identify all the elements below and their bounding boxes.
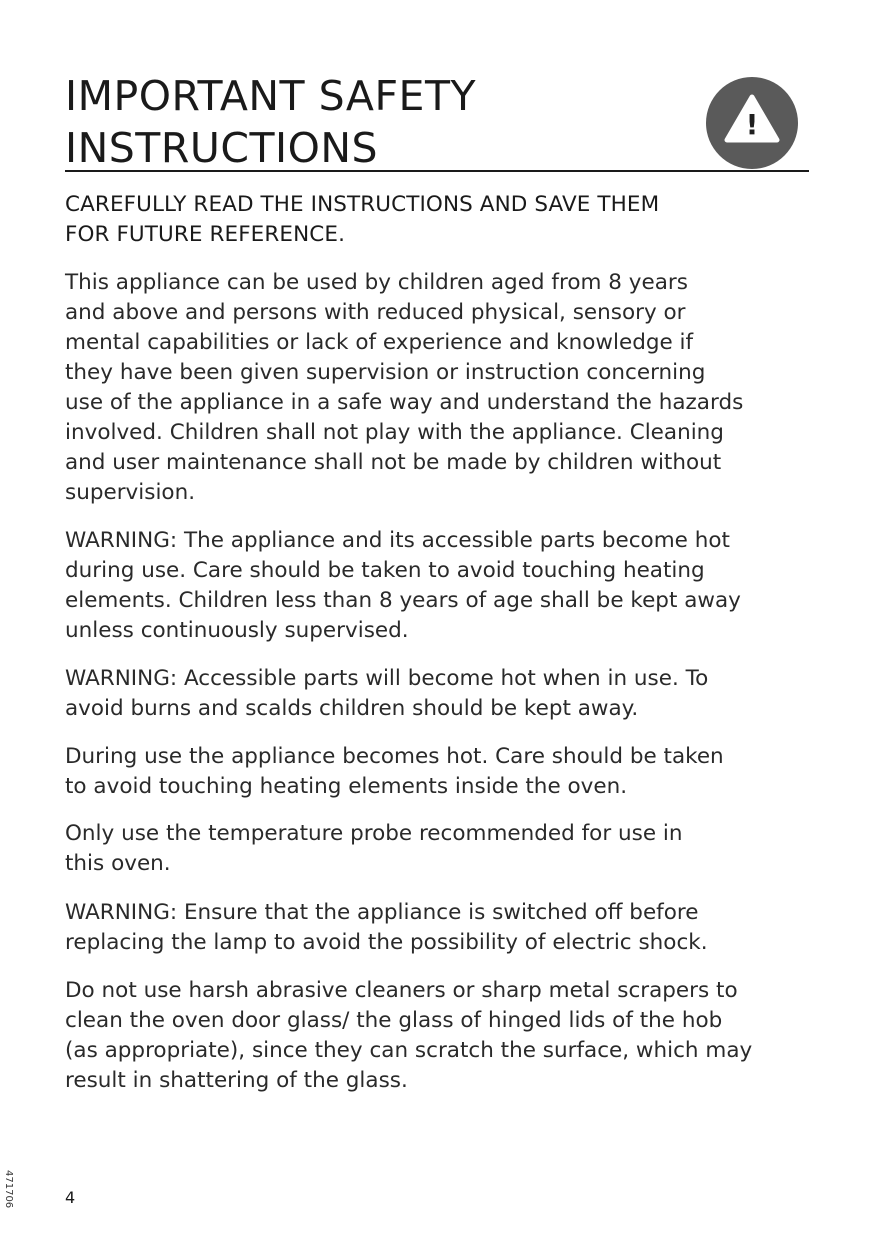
paragraph-cleaning-glass [65,976,825,1096]
text-line: Only use the temperature probe recommended for use in [65,821,683,846]
text-line: to avoid touching heating elements inside the oven. [65,774,628,799]
paragraph-children-usage [65,268,825,508]
text-line: this oven. [65,851,171,876]
warning-badge-graphic [705,76,799,170]
page-title [65,70,705,174]
page-number: 4 [65,1188,76,1207]
text-line: during use. Care should be taken to avoid touching heating [65,558,705,583]
text-line: and above and persons with reduced physical, sensory or [65,300,686,325]
heading-line-1: CAREFULLY READ THE INSTRUCTIONS AND SAVE THEM [65,192,660,217]
text-line: supervision. [65,480,196,505]
text-line: replacing the lamp to avoid the possibility of electric shock. [65,930,708,955]
title-divider [65,170,809,172]
paragraph-hot-parts-warning [65,526,825,646]
text-line: unless continuously supervised. [65,618,409,643]
text-line: WARNING: Ensure that the appliance is switched off before [65,900,699,925]
text-line: This appliance can be used by children aged from 8 years [65,270,688,295]
warning-triangle-icon [705,76,799,170]
text-line: and user maintenance shall not be made by children without [65,450,722,475]
text-line: they have been given supervision or instruction concerning [65,360,706,385]
text-line: During use the appliance becomes hot. Care should be taken [65,744,724,769]
text-line: clean the oven door glass/ the glass of hinged lids of the hob [65,1008,723,1033]
text-line: elements. Children less than 8 years of age shall be kept away [65,588,741,613]
text-line: (as appropriate), since they can scratch the surface, which may [65,1038,753,1063]
text-line: WARNING: Accessible parts will become hot when in use. To [65,666,709,691]
page-title-line-2: INSTRUCTIONS [65,124,379,172]
document-code: 471706 [3,1170,14,1209]
paragraph-temperature-probe [65,819,825,879]
text-line: involved. Children shall not play with the appliance. Cleaning [65,420,724,445]
text-line: result in shattering of the glass. [65,1068,408,1093]
text-line: avoid burns and scalds children should be kept away. [65,696,639,721]
heading-line-2: FOR FUTURE REFERENCE. [65,222,346,247]
paragraph-lamp-warning [65,898,825,958]
page-title-line-1: IMPORTANT SAFETY [65,72,477,120]
warning-exclamation-mark: ! [745,108,759,141]
paragraph-burns-warning [65,664,825,724]
paragraph-oven-hot [65,742,825,802]
text-line: Do not use harsh abrasive cleaners or sharp metal scrapers to [65,978,738,1003]
text-line: use of the appliance in a safe way and understand the hazards [65,390,744,415]
text-line: mental capabilities or lack of experience and knowledge if [65,330,694,355]
text-line: WARNING: The appliance and its accessible parts become hot [65,528,730,553]
read-instructions-heading [65,190,825,250]
